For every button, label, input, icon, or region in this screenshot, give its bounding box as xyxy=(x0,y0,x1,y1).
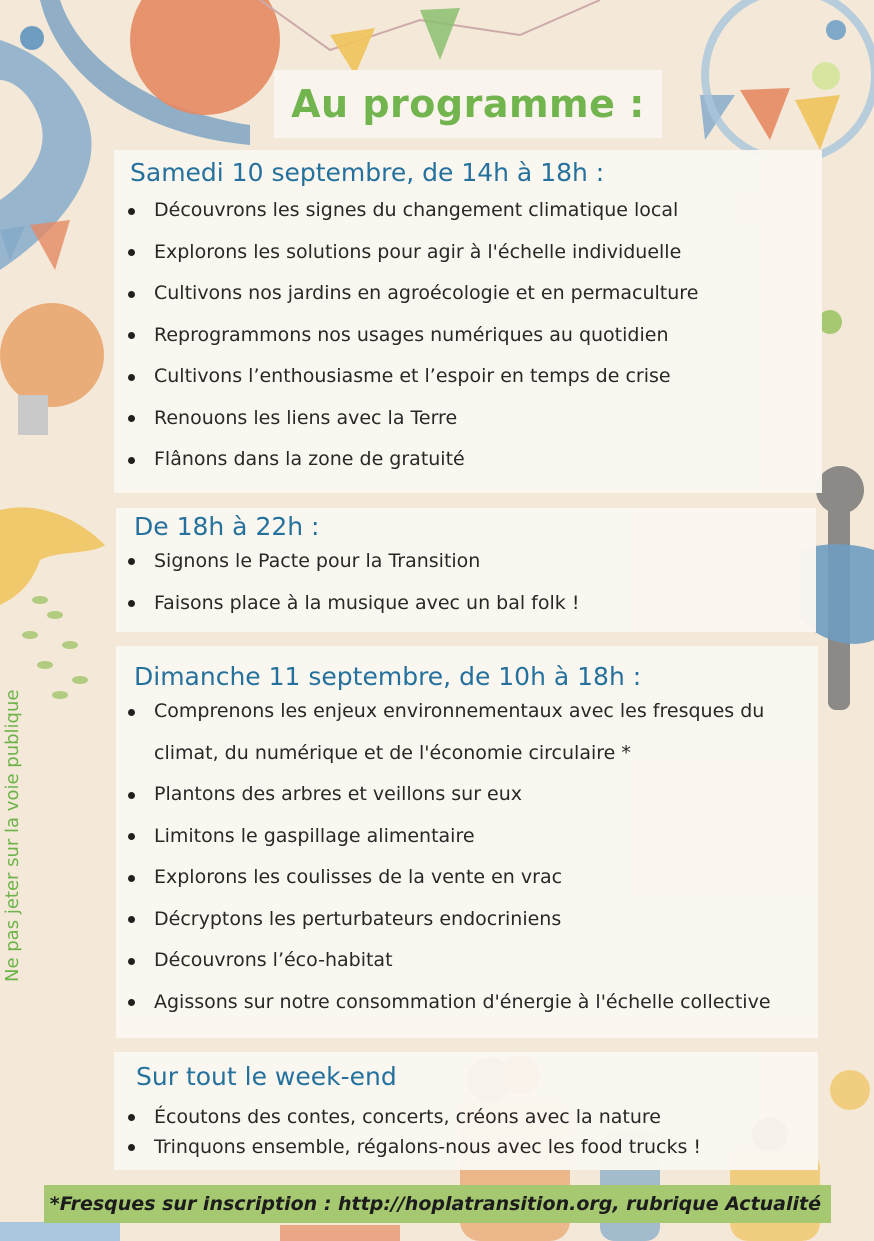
list-item: Trinquons ensemble, régalons-nous avec les food trucks ! xyxy=(116,1132,701,1162)
list-item: Explorons les solutions pour agir à l'échelle individuelle xyxy=(116,232,698,274)
activity-list xyxy=(116,1102,701,1162)
section-heading: Sur tout le week-end xyxy=(136,1062,397,1091)
page-title: Au programme : xyxy=(291,82,645,126)
list-item: Agissons sur notre consommation d'énergie à l'échelle collective xyxy=(116,982,816,1024)
list-item: Décryptons les perturbateurs endocriniens xyxy=(116,899,816,941)
section-dimanche xyxy=(116,646,818,1038)
activity-list xyxy=(116,691,816,1023)
section-heading: Samedi 10 septembre, de 14h à 18h : xyxy=(130,158,605,187)
list-item: Flânons dans la zone de gratuité xyxy=(116,439,698,481)
section-heading: De 18h à 22h : xyxy=(134,512,320,541)
list-item: Explorons les coulisses de la vente en vrac xyxy=(116,857,816,899)
section-heading: Dimanche 11 septembre, de 10h à 18h : xyxy=(134,662,642,691)
list-item: Cultivons l’enthousiasme et l’espoir en temps de crise xyxy=(116,356,698,398)
footer-note: *Fresques sur inscription : http://hoplatransition.org, rubrique Actualité xyxy=(49,1193,821,1215)
list-item: Signons le Pacte pour la Transition xyxy=(116,540,579,582)
list-item: Faisons place à la musique avec un bal folk ! xyxy=(116,582,579,624)
list-item: Renouons les liens avec la Terre xyxy=(116,398,698,440)
list-item: Reprogrammons nos usages numériques au quotidien xyxy=(116,315,698,357)
list-item: Écoutons des contes, concerts, créons avec la nature xyxy=(116,1102,701,1132)
footer-note-bar xyxy=(44,1185,831,1223)
section-samedi xyxy=(114,150,822,493)
side-disclaimer: Ne pas jeter sur la voie publique xyxy=(2,689,23,982)
list-item: Plantons des arbres et veillons sur eux xyxy=(116,774,816,816)
section-soiree xyxy=(116,508,816,632)
list-item: Cultivons nos jardins en agroécologie et en permaculture xyxy=(116,273,698,315)
activity-list xyxy=(116,190,698,481)
list-item: Découvrons l’éco-habitat xyxy=(116,940,816,982)
title-box xyxy=(274,70,662,138)
list-item: Découvrons les signes du changement climatique local xyxy=(116,190,698,232)
list-item: Limitons le gaspillage alimentaire xyxy=(116,816,816,858)
activity-list xyxy=(116,540,579,624)
section-weekend xyxy=(114,1052,818,1170)
list-item: Comprenons les enjeux environnementaux avec les fresques du climat, du numérique et de l'économie circulaire * xyxy=(116,691,816,774)
